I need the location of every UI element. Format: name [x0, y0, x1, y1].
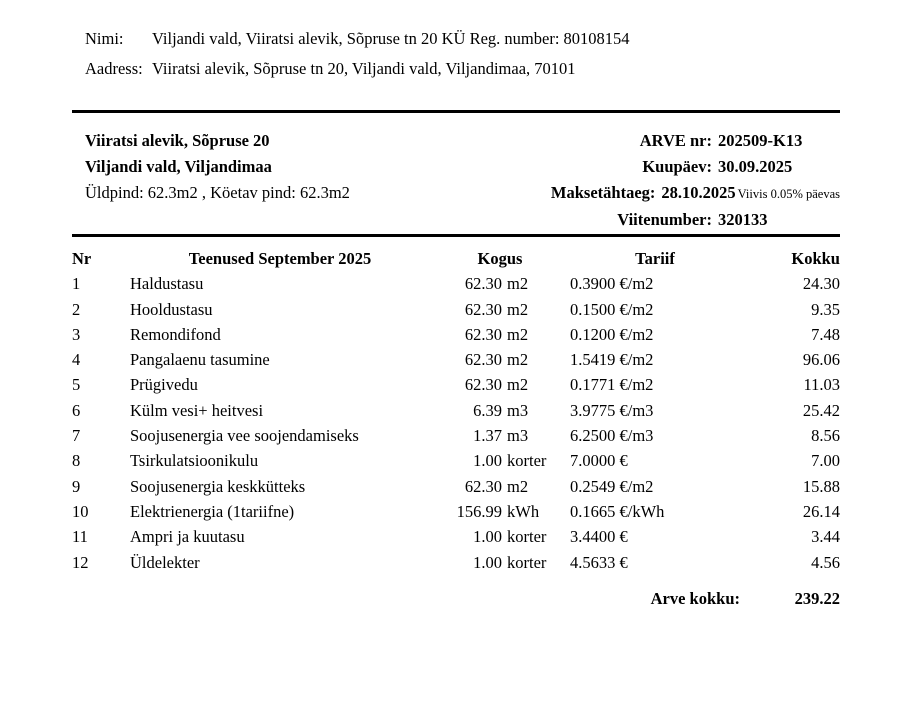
cell-service-name: Külm vesi+ heitvesi: [130, 400, 264, 420]
recipient-block: [72, 128, 350, 233]
invoice-number-value: 202509-K13: [718, 131, 803, 150]
cell-quantity: [430, 423, 570, 448]
recipient-area-line: Üldpind: 62.3m2 , Köetav pind: 62.3m2: [85, 183, 350, 202]
quantity-unit: m2: [507, 274, 529, 294]
cell-service-name: Ampri ja kuutasu: [130, 527, 245, 547]
cell-tariff: 3.9775 €/m3: [570, 400, 654, 420]
invoice-number-row: [455, 128, 840, 154]
column-header-qty: Kogus: [477, 249, 523, 268]
cell-service-name: Tsirkulatsioonikulu: [130, 451, 259, 471]
cell-tariff: 0.1200 €/m2: [570, 324, 654, 344]
cell-quantity: [430, 474, 570, 499]
column-header-tariff: Tariif: [635, 249, 675, 268]
quantity-unit: m2: [507, 476, 529, 496]
cell-service-name: Pangalaenu tasumine: [130, 350, 270, 370]
invoice-reference-value: 320133: [718, 210, 768, 229]
quantity-unit: m3: [507, 400, 529, 420]
cell-line-total: 9.35: [811, 299, 840, 319]
cell-nr: 4: [72, 350, 81, 370]
cell-nr: 7: [72, 426, 81, 446]
cell-line-total: 24.30: [802, 274, 840, 294]
quantity-number: 62.30: [464, 476, 502, 496]
table-foot: [72, 575, 840, 611]
table-row: [72, 347, 840, 372]
cell-tariff: 0.2549 €/m2: [570, 476, 654, 496]
party-information: [85, 24, 865, 84]
quantity-number: 1.00: [473, 552, 502, 572]
cell-tariff: 0.1665 €/kWh: [570, 501, 665, 521]
invoice-number-label: ARVE nr:: [639, 131, 712, 150]
table-row: [72, 499, 840, 524]
invoice-total-row: [72, 575, 840, 611]
table-row: [72, 322, 840, 347]
cell-tariff: 1.5419 €/m2: [570, 350, 654, 370]
quantity-unit: korter: [507, 527, 547, 547]
table-row: [72, 271, 840, 296]
table-row: [72, 297, 840, 322]
quantity-unit: m2: [507, 350, 529, 370]
quantity-number: 156.99: [456, 501, 502, 521]
cell-line-total: 15.88: [802, 476, 840, 496]
party-row-address: [85, 54, 865, 84]
cell-quantity: [430, 524, 570, 549]
cell-service-name: Prügivedu: [130, 375, 198, 395]
invoice-date-row: [455, 154, 840, 180]
table-head: [72, 246, 840, 271]
quantity-number: 6.39: [473, 400, 502, 420]
cell-line-total: 25.42: [802, 400, 840, 420]
table-row: [72, 550, 840, 575]
quantity-unit: m2: [507, 375, 529, 395]
cell-service-name: Üldelekter: [130, 552, 200, 572]
quantity-number: 62.30: [464, 274, 502, 294]
cell-line-total: 7.48: [811, 324, 840, 344]
invoice-reference-label: Viitenumber:: [617, 210, 712, 229]
invoice-due-label: Maksetähtaeg:: [550, 183, 656, 202]
recipient-line-2: Viljandi vald, Viljandimaa: [85, 157, 272, 176]
table-row: [72, 423, 840, 448]
cell-quantity: [430, 550, 570, 575]
party-name-value: Viljandi vald, Viiratsi alevik, Sõpruse tn 20 KÜ Reg. number: 80108154: [152, 29, 630, 48]
cell-quantity: [430, 271, 570, 296]
quantity-unit: kWh: [507, 501, 540, 521]
quantity-number: 62.30: [464, 299, 502, 319]
cell-line-total: 26.14: [802, 501, 840, 521]
cell-tariff: 0.1500 €/m2: [570, 299, 654, 319]
table-row: [72, 524, 840, 549]
cell-quantity: [430, 322, 570, 347]
table-row: [72, 448, 840, 473]
quantity-unit: korter: [507, 552, 547, 572]
table-row: [72, 474, 840, 499]
total-spacer-qty: [430, 575, 570, 611]
quantity-number: 1.00: [473, 451, 502, 471]
cell-line-total: 8.56: [811, 426, 840, 446]
quantity-number: 1.37: [473, 426, 502, 446]
total-spacer-name: [130, 575, 430, 611]
cell-service-name: Elektrienergia (1tariifne): [130, 501, 295, 521]
column-header-name: Teenused September 2025: [188, 249, 372, 268]
table-row: [72, 372, 840, 397]
cell-nr: 3: [72, 324, 81, 344]
cell-tariff: 6.2500 €/m3: [570, 426, 654, 446]
invoice-total-value: 239.22: [794, 588, 840, 608]
cell-nr: 9: [72, 476, 81, 496]
table-header-row: [72, 246, 840, 271]
cell-service-name: Haldustasu: [130, 274, 204, 294]
cell-nr: 10: [72, 501, 89, 521]
invoice-due-value-wrap: [661, 180, 840, 207]
column-header-total: Kokku: [791, 249, 840, 268]
cell-quantity: [430, 347, 570, 372]
quantity-unit: m2: [507, 324, 529, 344]
cell-nr: 8: [72, 451, 81, 471]
total-spacer-nr: [72, 575, 130, 611]
party-row-name: [85, 24, 865, 54]
table-row: [72, 398, 840, 423]
recipient-line-1: Viiratsi alevik, Sõpruse 20: [85, 131, 270, 150]
cell-quantity: [430, 448, 570, 473]
quantity-unit: m2: [507, 299, 529, 319]
invoice-due-row: [455, 180, 840, 207]
cell-quantity: [430, 297, 570, 322]
cell-line-total: 3.44: [811, 527, 840, 547]
invoice-identifiers: [455, 128, 840, 233]
cell-service-name: Soojusenergia keskkütteks: [130, 476, 306, 496]
cell-nr: 2: [72, 299, 81, 319]
quantity-number: 62.30: [464, 375, 502, 395]
cell-service-name: Hooldustasu: [130, 299, 213, 319]
party-name-label: Nimi:: [85, 29, 124, 48]
invoice-meta: [72, 128, 840, 233]
invoice-items-table: [72, 246, 840, 611]
column-header-nr: Nr: [72, 249, 92, 268]
invoice-late-fee-note: Viivis 0.05% päevas: [737, 187, 840, 201]
invoice-due-value: 28.10.2025: [661, 183, 736, 202]
cell-nr: 5: [72, 375, 81, 395]
cell-tariff: 0.3900 €/m2: [570, 274, 654, 294]
invoice-total-label: Arve kokku:: [650, 588, 740, 608]
header-divider: [72, 110, 840, 113]
cell-tariff: 0.1771 €/m2: [570, 375, 654, 395]
cell-quantity: [430, 372, 570, 397]
party-address-value: Viiratsi alevik, Sõpruse tn 20, Viljandi vald, Viljandimaa, 70101: [152, 59, 576, 78]
cell-nr: 12: [72, 552, 89, 572]
invoice-date-label: Kuupäev:: [642, 157, 712, 176]
table-body: [72, 271, 840, 575]
cell-line-total: 7.00: [811, 451, 840, 471]
cell-line-total: 11.03: [803, 375, 840, 395]
cell-service-name: Remondifond: [130, 324, 221, 344]
party-address-label: Aadress:: [85, 59, 143, 78]
quantity-unit: m3: [507, 426, 529, 446]
cell-tariff: 4.5633 €: [570, 552, 628, 572]
quantity-number: 1.00: [473, 527, 502, 547]
invoice-date-value: 30.09.2025: [718, 157, 793, 176]
cell-quantity: [430, 398, 570, 423]
quantity-unit: korter: [507, 451, 547, 471]
cell-nr: 1: [72, 274, 81, 294]
cell-tariff: 3.4400 €: [570, 527, 628, 547]
table-divider: [72, 234, 840, 237]
cell-quantity: [430, 499, 570, 524]
cell-line-total: 96.06: [802, 350, 840, 370]
cell-nr: 11: [72, 527, 88, 547]
cell-nr: 6: [72, 400, 81, 420]
cell-service-name: Soojusenergia vee soojendamiseks: [130, 426, 359, 446]
invoice-reference-row: [455, 207, 840, 233]
quantity-number: 62.30: [464, 324, 502, 344]
cell-line-total: 4.56: [811, 552, 840, 572]
quantity-number: 62.30: [464, 350, 502, 370]
cell-tariff: 7.0000 €: [570, 451, 628, 471]
